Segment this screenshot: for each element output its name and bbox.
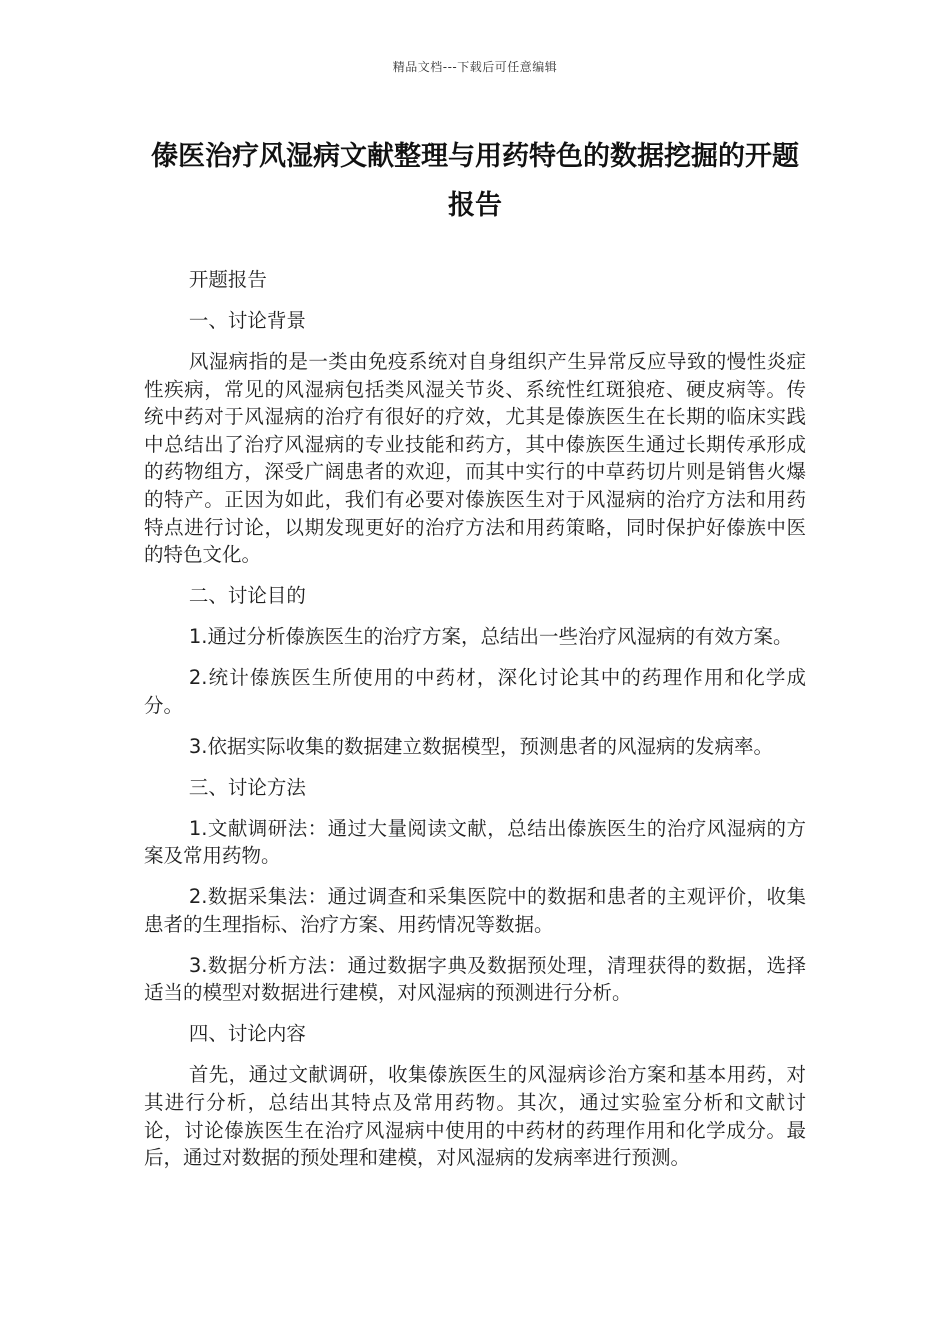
- list-item-purpose-2: 2.统计傣族医生所使用的中药材，深化讨论其中的药理作用和化学成分。: [144, 666, 806, 717]
- list-item-purpose-3: 3.依据实际收集的数据建立数据模型，预测患者的风湿病的发病率。: [188, 734, 773, 758]
- header-note: 精品文档---下载后可任意编辑: [392, 60, 558, 74]
- paragraph-background: 风湿病指的是一类由免疫系统对自身组织产生异常反应导致的慢性炎症性疾病，常见的风湿病包括类风湿关节炎、系统性红斑狼疮、硬皮病等。传统中药对于风湿病的治疗有很好的疗效，尤其是傣族医生在长期的临床实践中总结出了治疗风湿病的专业技能和药方，其中傣族医生通过长期传承形成的药物组方，深受广阔患者的欢迎，而其中实行的中草药切片则是销售火爆的特产。正因为如此，我们有必要对傣族医生对于风湿病的治疗方法和用药特点进行讨论，以期发现更好的治疗方法和用药策略，同时保护好傣族中医的特色文化。: [144, 349, 806, 567]
- document-title: 傣医治疗风湿病文献整理与用药特色的数据挖掘的开题报告: [151, 141, 799, 221]
- section-heading-purpose: 二、讨论目的: [188, 584, 306, 608]
- section-heading-methods: 三、讨论方法: [188, 775, 306, 799]
- report-label: 开题报告: [188, 268, 267, 291]
- list-item-purpose-1: 1.通过分析傣族医生的治疗方案，总结出一些治疗风湿病的有效方案。: [188, 625, 793, 649]
- paragraph-content: 首先，通过文献调研，收集傣族医生的风湿病诊治方案和基本用药，对其进行分析，总结出其特点及常用药物。其次，通过实验室分析和文献讨论，讨论傣族医生在治疗风湿病中使用的中药材的药理作用和化学成分。最后，通过对数据的预处理和建模，对风湿病的发病率进行预测。: [144, 1063, 806, 1170]
- document-body: [144, 266, 806, 1185]
- section-heading-background: 一、讨论背景: [188, 308, 306, 332]
- list-item-method-3: 3.数据分析方法：通过数据字典及数据预处理，清理获得的数据，选择适当的模型对数据进行建模，对风湿病的预测进行分析。: [144, 953, 806, 1005]
- section-heading-content: 四、讨论内容: [188, 1022, 306, 1046]
- list-item-method-2: 2.数据采集法：通过调查和采集医院中的数据和患者的主观评价，收集患者的生理指标、治疗方案、用药情况等数据。: [144, 885, 806, 936]
- list-item-method-1: 1.文献调研法：通过大量阅读文献，总结出傣族医生的治疗风湿病的方案及常用药物。: [144, 816, 806, 868]
